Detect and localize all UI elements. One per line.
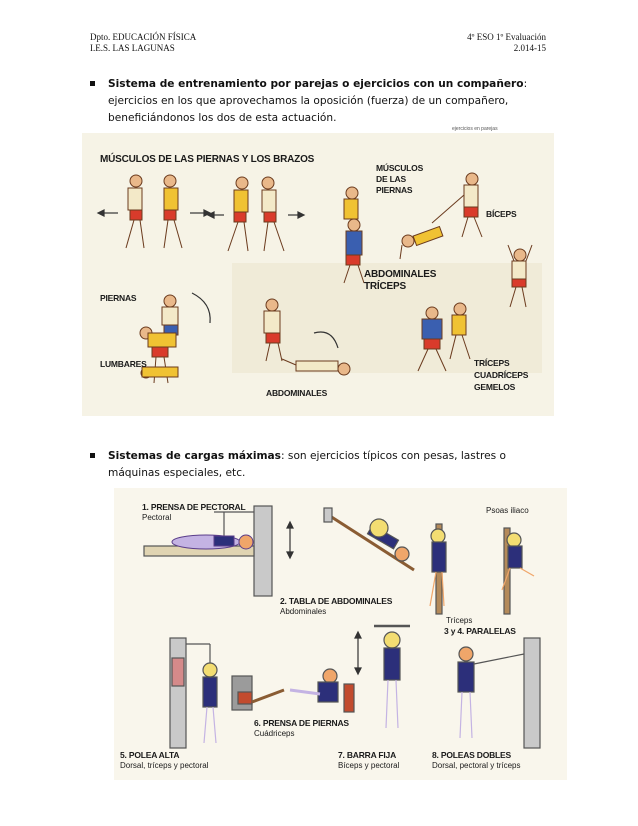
label-ex34: 3 y 4. PARALELAS (444, 626, 516, 636)
label-triceps: Tríceps (446, 616, 473, 625)
section2-text: : son ejercicios típicos con pesas, lastres o máquinas especiales, etc. (108, 450, 506, 479)
label-ex2-title: 2. TABLA DE ABDOMINALES (280, 596, 393, 606)
label-ex7-title: 7. BARRA FIJA (338, 750, 397, 760)
label-ex7-sub: Bíceps y pectoral (338, 761, 400, 770)
figure-partner-exercises (82, 133, 554, 416)
header-course: 4º ESO 1º Evaluación (467, 32, 546, 42)
label-piernas: PIERNAS (100, 293, 137, 303)
label-ex8-title: 8. POLEAS DOBLES (432, 750, 511, 760)
label-ex1-sub: Pectoral (142, 513, 172, 522)
label-psoas: Psoas iliaco (486, 506, 529, 515)
label-ex6-title: 6. PRENSA DE PIERNAS (254, 718, 349, 728)
label-triceps-cuadriceps-gemelos (474, 357, 528, 393)
header-left (90, 32, 196, 54)
label-cuadriceps: CUADRÍCEPS (474, 370, 529, 380)
header-right (467, 32, 546, 54)
label-abdominales-triceps (364, 269, 436, 293)
section1-title: Sistema de entrenamiento por parejas o ejercicios con un compañero (108, 78, 524, 90)
bullet-square-icon (90, 81, 95, 86)
label-musculos-line2: DE LAS (376, 174, 406, 184)
label-ex8-sub: Dorsal, pectoral y tríceps (432, 761, 521, 770)
label-musculos-line3: PIERNAS (376, 185, 413, 195)
label-musculos-piernas-brazos: MÚSCULOS DE LAS PIERNAS Y LOS BRAZOS (100, 154, 315, 165)
label-gemelos: GEMELOS (474, 382, 516, 392)
figure1-caption: ejercicios en parejas (452, 126, 498, 132)
chest-press-person (172, 535, 253, 549)
figure-weight-machines (114, 488, 567, 780)
label-musculos-line1: MÚSCULOS (376, 163, 424, 173)
label-abdominales-line: ABDOMINALES (364, 269, 437, 280)
bullet-section-max-loads (90, 448, 546, 482)
label-lumbares: LUMBARES (100, 359, 147, 369)
label-ex1-title: 1. PRENSA DE PECTORAL (142, 502, 246, 512)
label-ex6-sub: Cuádriceps (254, 729, 295, 738)
label-triceps-line: TRÍCEPS (364, 281, 406, 292)
label-abdominales: ABDOMINALES (266, 388, 328, 398)
label-musculos-piernas (376, 163, 423, 196)
label-triceps: TRÍCEPS (474, 358, 510, 368)
header-department: Dpto. EDUCACIÓN FÍSICA (90, 32, 197, 42)
label-ex2-sub: Abdominales (280, 607, 327, 616)
header-year: 2.014-15 (513, 43, 546, 53)
section1-text: : ejercicios en los que aprovechamos la oposición (fuerza) de un compañero, beneficiándonos los dos de esta actuación. (108, 78, 528, 124)
header-school: I.E.S. LAS LAGUNAS (90, 43, 175, 53)
label-ex5-title: 5. POLEA ALTA (120, 750, 180, 760)
section2-title: Sistemas de cargas máximas (108, 450, 281, 462)
bullet-section-pairs (90, 76, 546, 127)
bullet-square-icon (90, 453, 95, 458)
label-ex5-sub: Dorsal, tríceps y pectoral (120, 761, 209, 770)
label-biceps: BÍCEPS (486, 209, 517, 219)
